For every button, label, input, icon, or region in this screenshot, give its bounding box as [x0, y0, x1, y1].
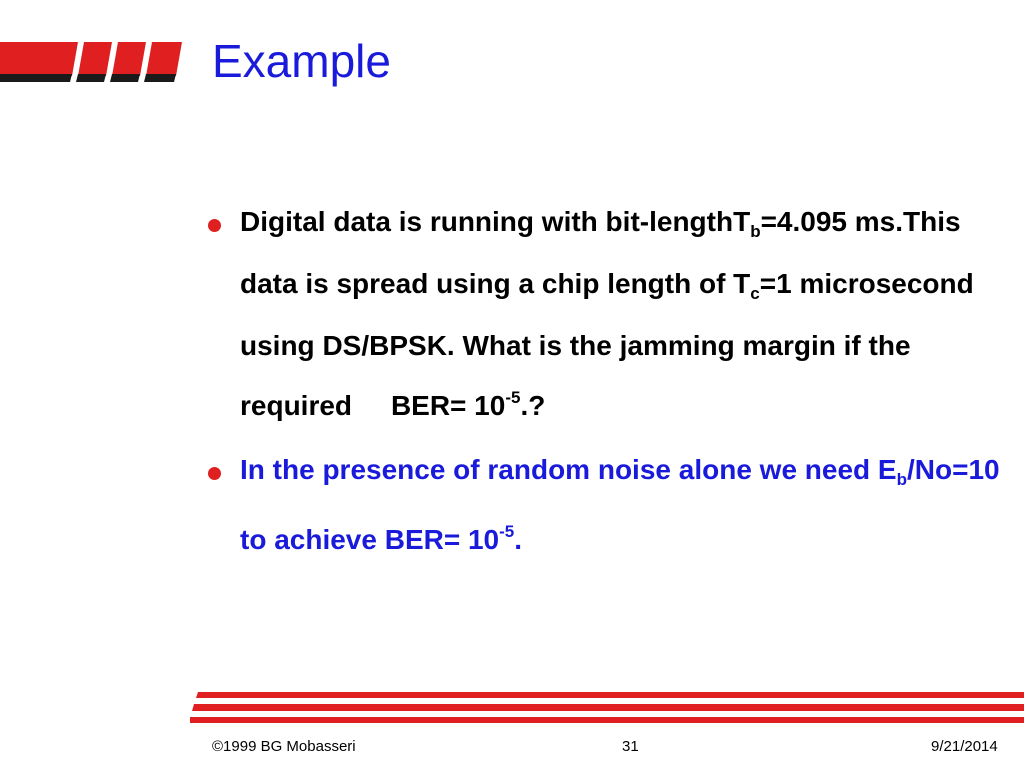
bullet-text-segment: Digital data is running with bit-lengthT [240, 206, 751, 237]
footer-page-number: 31 [622, 738, 639, 755]
superscript: -5 [499, 522, 515, 541]
bullet-text-segment: /No=10 to achieve BER= 10 [240, 454, 1000, 555]
bullet-item [204, 196, 1004, 432]
bullet-text-segment: =4.095 ms.This data is spread using a chip length of T [240, 206, 961, 299]
footer-stripes-icon [190, 690, 1024, 726]
superscript: -5 [505, 388, 521, 407]
footer-date: 9/21/2014 [931, 738, 998, 755]
subscript: c [750, 284, 760, 303]
bullet-item [204, 444, 1004, 566]
bullet-text [240, 444, 1004, 566]
slide-title: Example [212, 35, 391, 87]
bullet-text-segment: .? [520, 390, 546, 421]
footer-copyright: ©1999 BG Mobasseri [212, 738, 356, 755]
bullet-text-segment: . [514, 524, 523, 555]
bullet-text-segment: BER= 10 [390, 390, 506, 421]
bullet-dot-icon [208, 467, 221, 480]
bullet-dot-icon [208, 219, 221, 232]
subscript: b [896, 470, 907, 489]
bullet-text-segment: =1 microsecond using DS/BPSK. What is the jamming margin if the required [240, 268, 974, 421]
bullet-text [240, 196, 1004, 432]
bullet-list [204, 196, 1004, 578]
subscript: b [750, 222, 761, 241]
bullet-text-segment: In the presence of random noise alone we need E [240, 454, 897, 485]
logo-stripes-icon [0, 40, 190, 84]
